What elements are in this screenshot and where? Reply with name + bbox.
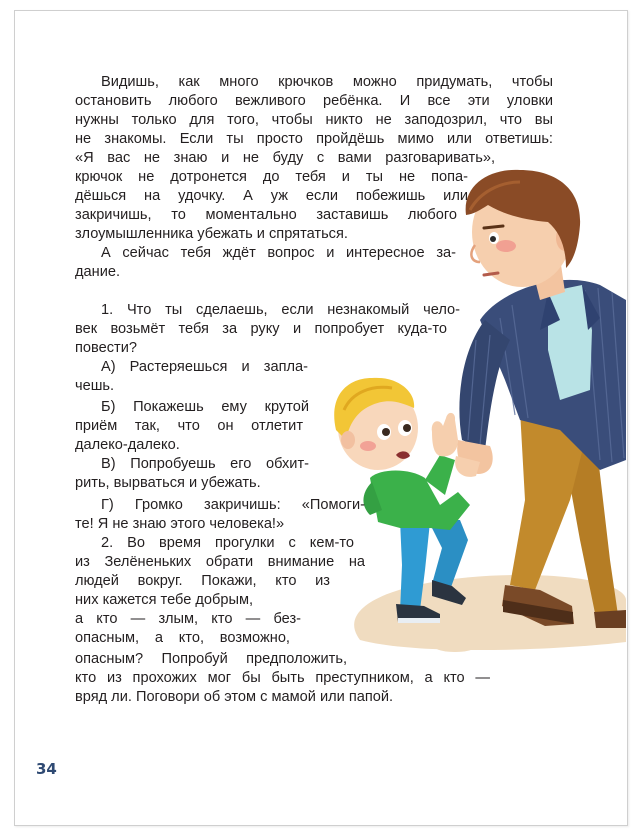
text-line: далеко-далеко. [75,437,180,453]
text-line: опасным, а кто, возможно, [75,630,290,646]
text-line: не знакомы. Если ты просто пройдёшь мимо или ответишь: [75,131,553,147]
text-line: из Зелёненьких обрати внимание на [75,554,365,570]
text-line: А сейчас тебя ждёт вопрос и интересное за- [101,245,456,261]
text-line: них кажется тебе добрым, [75,592,254,608]
text-line: «Я вас не знаю и не буду с вами разговаривать», [75,150,495,166]
answer-a: А) Растеряешься и запла- [101,359,308,375]
text-line: людей вокруг. Покажи, кто из [75,573,330,589]
text-line: дёшься на удочку. А уж если побежишь или [75,188,468,204]
text-line: Видишь, как много крючков можно придумать, чтобы [101,74,553,90]
text-line: век возьмёт тебя за руку и попробует куда-то [75,321,447,337]
text-line: закричишь, то моментально заставишь любого [75,207,457,223]
question-1: 1. Что ты сделаешь, если незнакомый чело- [101,302,460,318]
text-line: а кто — злым, кто — без- [75,611,301,627]
man-figure [457,170,626,628]
text-line: дание. [75,264,121,280]
answer-g: Г) Громко закричишь: «Помоги- [101,497,365,513]
text-line: остановить любого вежливого ребёнка. И все эти уловки [75,93,553,109]
ground-shadow [354,575,626,652]
answer-v: В) Попробуешь его обхит- [101,456,309,472]
text-line: повести? [75,340,137,356]
text-line: опасным? Попробуй предположить, [75,651,347,667]
question-2: 2. Во время прогулки с кем-то [101,535,354,551]
page-number: 34 [36,760,57,778]
text-line: нужны только для того, чтобы никто не заподозрил, что вы [75,112,553,128]
text-line: крючок не дотронется до тебя и ты не попа- [75,169,468,185]
text-line: приём так, что он отлетит [75,418,303,434]
text-line: кто из прохожих мог бы быть преступником, а кто — [75,670,490,686]
text-line: рить, вырваться и убежать. [75,475,261,491]
text-line: вряд ли. Поговори об этом с мамой или папой. [75,689,394,705]
text-line: чешь. [75,378,115,394]
text-line: злоумышленника убежать и спрятаться. [75,226,348,242]
answer-b: Б) Покажешь ему крутой [101,399,309,415]
text-line: те! Я не знаю этого человека!» [75,516,285,532]
